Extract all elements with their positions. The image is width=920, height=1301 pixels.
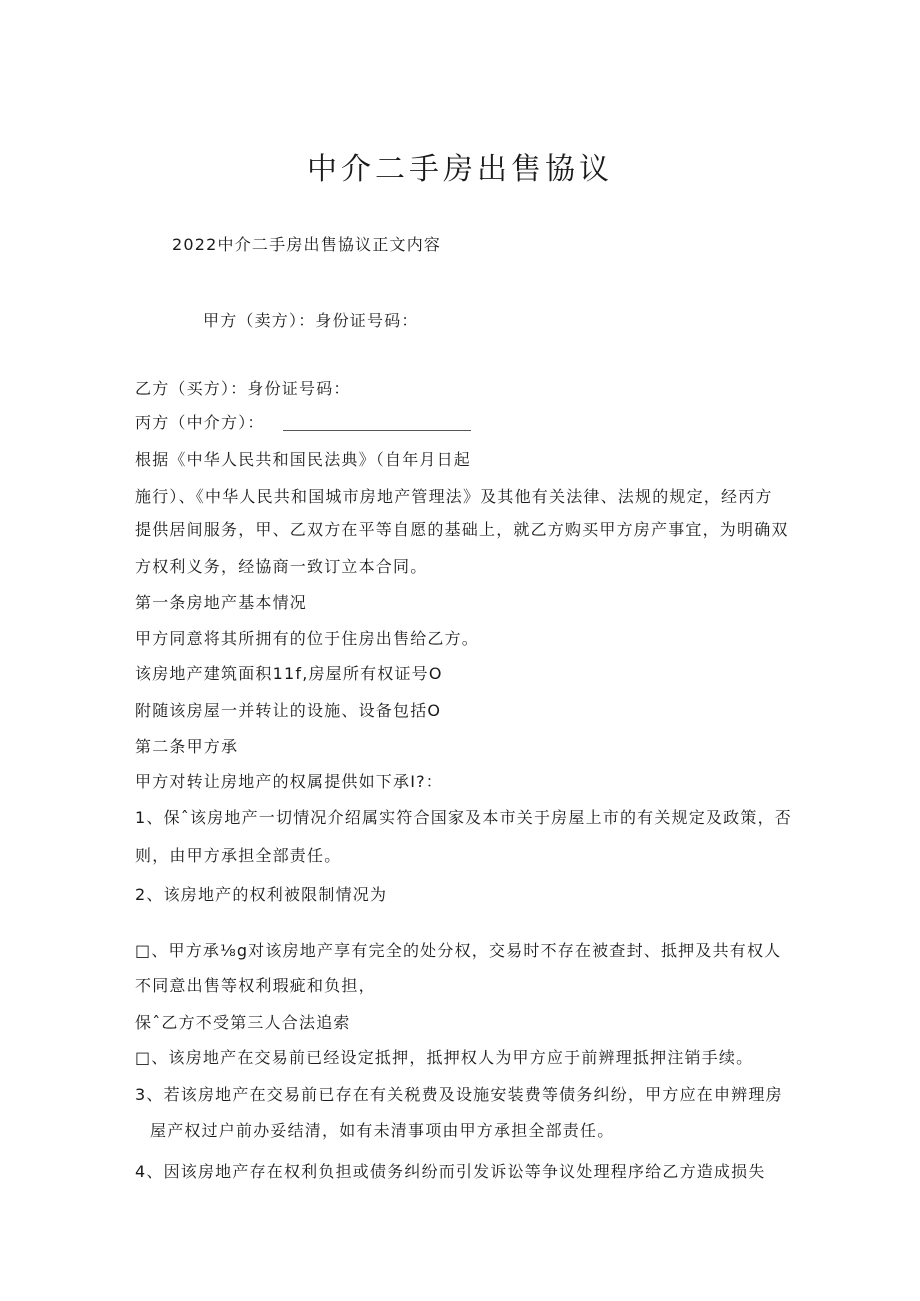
paragraph-line: 方权利义务，经協商一致订立本合同。 <box>135 557 428 576</box>
paragraph-line: 1、保ˆ该房地产一切情况介绍属实符合国家及本市关于房屋上市的有关规定及政策，否 <box>135 808 792 827</box>
party-a-line: 甲方（卖方）：身份证号码： <box>203 311 419 330</box>
party-b-line: 乙方（买方）：身份证号码： <box>135 379 351 398</box>
paragraph-line: 4、因该房地产存在权利负担或债务纠纷而引发诉讼等争议处理程序给乙方造成损失 <box>135 1162 766 1181</box>
paragraph-line: 甲方同意将其所拥有的位于住房出售给乙方。 <box>135 629 480 648</box>
paragraph-line: 该房地产建筑面积11f,房屋所有权证号O <box>135 664 443 683</box>
paragraph-line: 2、该房地产的权利被限制情况为 <box>135 885 388 904</box>
paragraph-line: 则，由甲方承担全部责任。 <box>135 846 342 865</box>
paragraph-line: 3、若该房地产在交易前已存在有关税费及设施安装费等债务纠纷，甲方应在申辨理房 <box>135 1085 783 1104</box>
paragraph-line: □、甲方承⅛g对该房地产享有完全的处分权，交易时不存在被查封、抵押及共有权人 <box>135 941 782 960</box>
article-2-heading: 第二条甲方承 <box>135 737 239 756</box>
paragraph-line: 屋产权过户前办妥结清，如有未清事项由甲方承担全部责任。 <box>150 1121 615 1140</box>
paragraph-line: 保ˆ乙方不受第三人合法追索 <box>135 1013 351 1032</box>
party-c-row <box>135 412 471 434</box>
paragraph-line: 附随该房屋一并转让的设施、设备包括O <box>135 701 442 720</box>
paragraph-line: 不同意出售等权利瑕疵和负担， <box>135 976 376 995</box>
party-c-blank <box>283 416 471 431</box>
document-subtitle: 2022中介二手房出售協议正文内容 <box>172 235 442 254</box>
paragraph-line: 施行）、《中华人民共和国城市房地产管理法》及其他有关法律、法规的规定，经丙方 <box>135 487 773 506</box>
paragraph-line: 提供居间服务，甲、乙双方在平等自愿的基础上，就乙方购买甲方房产事宜，为明确双 <box>135 520 789 539</box>
article-1-heading: 第一条房地产基本情况 <box>135 593 308 612</box>
paragraph-line: 根据《中华人民共和国民法典》（自年月日起 <box>135 450 472 469</box>
party-c-label: 丙方（中介方）： <box>135 413 265 432</box>
paragraph-line: 甲方对转让房地产的权属提供如下承I?： <box>135 772 444 791</box>
paragraph-line: □、该房地产在交易前已经设定抵押，抵押权人为甲方应于前辨理抵押注销手续。 <box>135 1048 754 1067</box>
document-title: 中介二手房出售協议 <box>307 152 613 187</box>
